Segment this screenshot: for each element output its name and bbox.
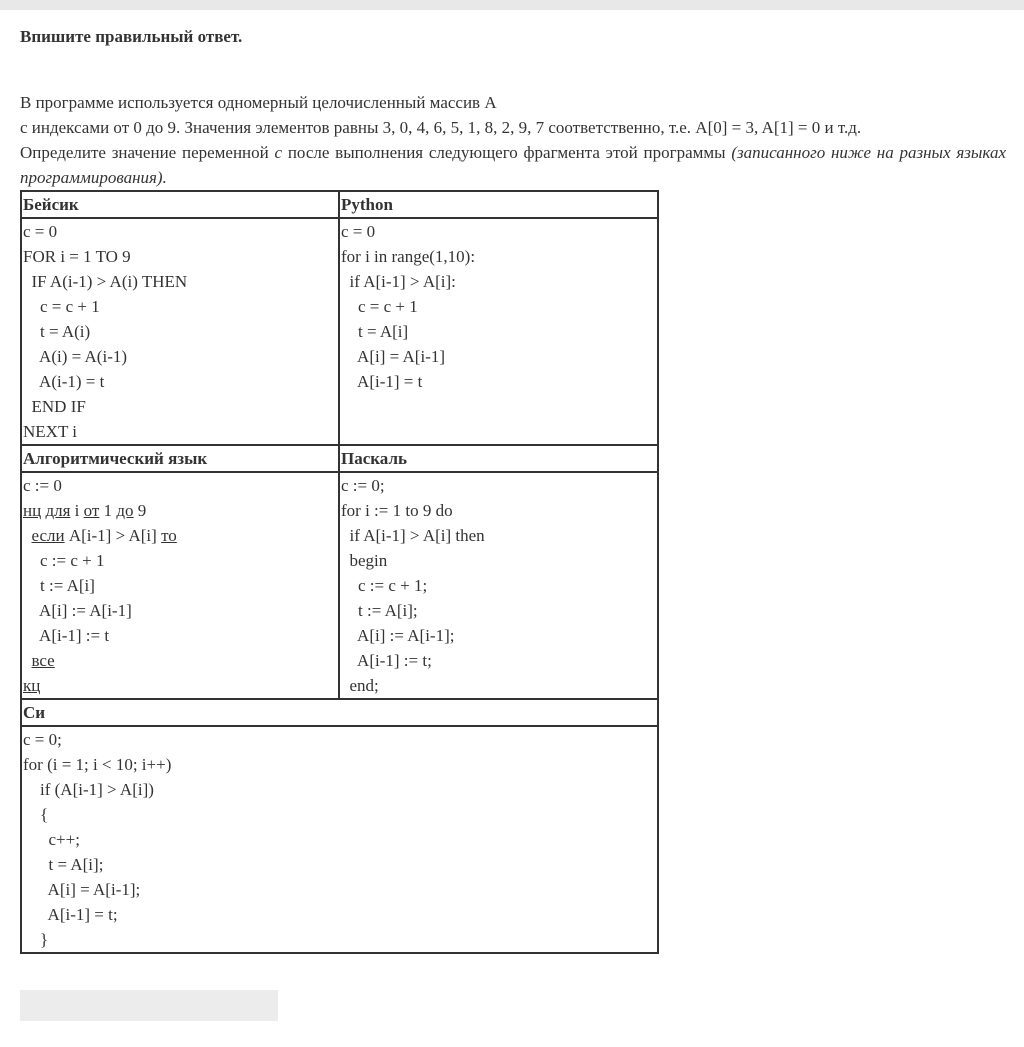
code-line: t := A[i] bbox=[23, 576, 95, 595]
code-line: for (i = 1; i < 10; i++) bbox=[23, 755, 172, 774]
code-line: for i in range(1,10): bbox=[341, 247, 476, 266]
code-line: c := 0; bbox=[341, 476, 385, 495]
instruction-heading: Впишите правильный ответ. bbox=[20, 27, 243, 46]
keyword: то bbox=[161, 526, 177, 545]
code-line: NEXT i bbox=[23, 422, 77, 441]
code-line: A[i] = A[i-1] bbox=[341, 347, 446, 366]
pascal-header: Паскаль bbox=[339, 445, 658, 472]
basic-code bbox=[21, 218, 339, 445]
code-line: c := 0 bbox=[23, 476, 62, 495]
code-line: c = c + 1 bbox=[23, 297, 100, 316]
code-table bbox=[20, 190, 659, 954]
code-line: if (A[i-1] > A[i]) bbox=[23, 780, 154, 799]
code-line bbox=[23, 648, 338, 673]
keyword: все bbox=[31, 651, 55, 670]
pascal-code bbox=[339, 472, 658, 699]
code-line: A(i) = A(i-1) bbox=[23, 347, 128, 366]
answer-input[interactable] bbox=[20, 990, 278, 1021]
code-line bbox=[23, 673, 338, 698]
task-line-2: с индексами от 0 до 9. Значения элементов равны 3, 0, 4, 6, 5, 1, 8, 2, 9, 7 соответственно, т.е. A[0] = 3, A[1] = 0 и т.д. bbox=[20, 118, 862, 137]
code-line: } bbox=[23, 930, 49, 949]
code-line: A[i-1] = t bbox=[341, 372, 423, 391]
code-line: c = 0 bbox=[23, 222, 58, 241]
code-line: A[i-1] := t bbox=[23, 626, 110, 645]
top-bar bbox=[0, 0, 1024, 10]
code-line: end; bbox=[341, 676, 379, 695]
code-line: t = A(i) bbox=[23, 322, 91, 341]
code-line: A[i-1] := t; bbox=[341, 651, 432, 670]
code-line: IF A(i-1) > A(i) THEN bbox=[23, 272, 188, 291]
code-line: if A[i-1] > A[i] then bbox=[341, 526, 485, 545]
code-text: A[i-1] > A[i] bbox=[64, 526, 162, 545]
code-line: t := A[i]; bbox=[341, 601, 418, 620]
algo-header: Алгоритмический язык bbox=[21, 445, 339, 472]
code-text: i bbox=[70, 501, 84, 520]
task-line-3-post: после выполнения следующего фрагмента этой программы bbox=[282, 143, 732, 162]
code-line: c = 0 bbox=[341, 222, 376, 241]
keyword: нц bbox=[23, 501, 42, 520]
code-line: A[i-1] = t; bbox=[23, 905, 118, 924]
code-line: c := c + 1; bbox=[341, 576, 428, 595]
code-line: if A[i-1] > A[i]: bbox=[341, 272, 456, 291]
keyword: до bbox=[116, 501, 134, 520]
code-line: { bbox=[23, 805, 49, 824]
keyword: от bbox=[83, 501, 100, 520]
code-line: A[i] = A[i-1]; bbox=[23, 880, 141, 899]
keyword: если bbox=[31, 526, 65, 545]
task-line-3 bbox=[20, 140, 1006, 190]
python-header: Python bbox=[339, 191, 658, 218]
code-line: A[i] := A[i-1]; bbox=[341, 626, 455, 645]
code-text: 9 bbox=[133, 501, 147, 520]
code-line: A[i] := A[i-1] bbox=[23, 601, 132, 620]
python-code bbox=[339, 218, 658, 445]
algo-code bbox=[21, 472, 339, 699]
code-line bbox=[23, 523, 338, 548]
code-line: t = A[i] bbox=[341, 322, 409, 341]
task-text bbox=[20, 90, 1006, 190]
variable-c: c bbox=[274, 143, 283, 162]
code-line: c = 0; bbox=[23, 730, 62, 749]
keyword: для bbox=[45, 501, 71, 520]
code-line: c := c + 1 bbox=[23, 551, 105, 570]
code-line: for i := 1 to 9 do bbox=[341, 501, 453, 520]
task-note: (записанного ниже на разных языках программирования). bbox=[20, 143, 1006, 187]
code-line: FOR i = 1 TO 9 bbox=[23, 247, 131, 266]
c-code bbox=[21, 726, 658, 953]
task-line-3-pre: Определите значение переменной bbox=[20, 143, 275, 162]
code-line: c++; bbox=[23, 830, 80, 849]
keyword: кц bbox=[23, 676, 41, 695]
code-line: t = A[i]; bbox=[23, 855, 104, 874]
code-line bbox=[23, 498, 338, 523]
basic-header: Бейсик bbox=[21, 191, 339, 218]
c-header: Си bbox=[21, 699, 658, 726]
code-text: 1 bbox=[99, 501, 117, 520]
code-line: A(i-1) = t bbox=[23, 372, 105, 391]
code-line: begin bbox=[341, 551, 388, 570]
task-line-1: В программе используется одномерный целочисленный массив A bbox=[20, 93, 497, 112]
code-line: END IF bbox=[23, 397, 86, 416]
code-line: c = c + 1 bbox=[341, 297, 418, 316]
